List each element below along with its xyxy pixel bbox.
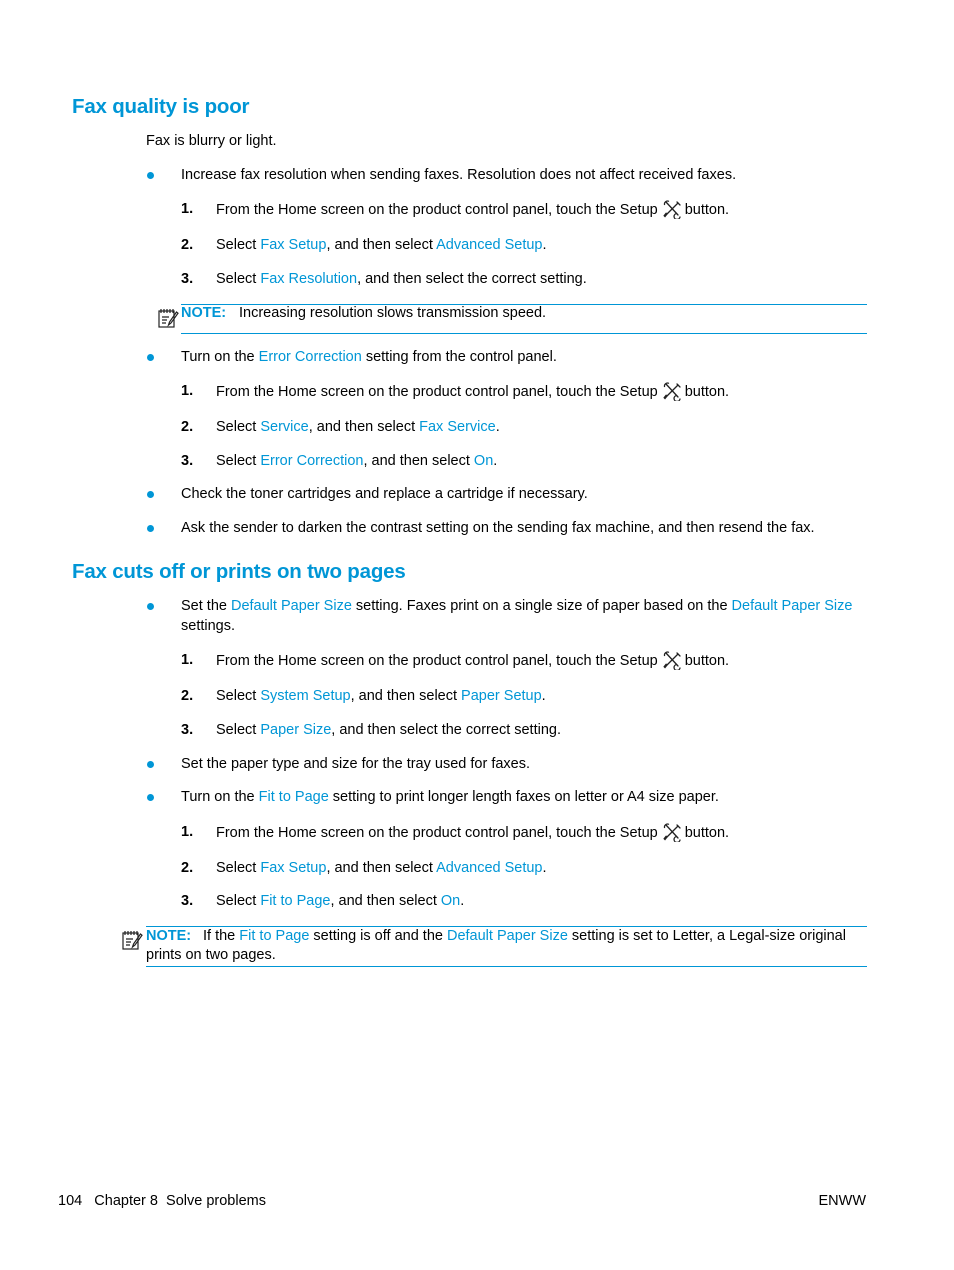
step-text <box>216 651 729 671</box>
bullet-text <box>181 597 852 616</box>
bullet-text-part: setting. Faxes print on a single size of paper based on the <box>351 598 732 614</box>
step-number: 1. <box>181 652 194 668</box>
step-text <box>216 859 547 878</box>
step-text-part: , and then select the correct setting. <box>331 722 561 738</box>
menu-fit-to-page-link[interactable]: Fit to Page <box>258 789 329 805</box>
menu-default-paper-size-link[interactable]: Default Paper Size <box>731 598 853 614</box>
step-text-part: , and then select <box>326 860 437 876</box>
menu-error-correction-link[interactable]: Error Correction <box>258 349 362 365</box>
setup-wrench-icon <box>662 200 682 219</box>
step-text-part: . <box>541 688 546 704</box>
step-text <box>216 382 729 402</box>
step-text-part: , and then select <box>330 893 441 909</box>
footer-right: ENWW <box>818 1193 866 1209</box>
menu-default-paper-size-link[interactable]: Default Paper Size <box>230 598 352 614</box>
bullet-dot <box>147 794 154 801</box>
menu-on-link[interactable]: On <box>473 453 494 469</box>
bullet-text <box>181 788 719 807</box>
step-number: 3. <box>181 271 194 287</box>
menu-error-correction-link[interactable]: Error Correction <box>260 453 364 469</box>
step-text <box>216 200 729 220</box>
step-text <box>216 452 497 471</box>
step-text-part: From the Home screen on the product control panel, touch the Setup <box>216 202 658 218</box>
menu-advanced-setup-link[interactable]: Advanced Setup <box>436 860 543 876</box>
step-text-part: button. <box>684 202 730 218</box>
note-text-part: setting is set to Letter, a Legal-size original <box>567 928 846 944</box>
menu-paper-setup-link[interactable]: Paper Setup <box>461 688 542 704</box>
bullet-dot <box>147 172 154 179</box>
bullet-dot <box>147 761 154 768</box>
chapter-label: Chapter 8 <box>94 1193 158 1209</box>
menu-fax-setup-link[interactable]: Fax Setup <box>260 237 327 253</box>
section-heading-fax-cuts-off: Fax cuts off or prints on two pages <box>72 560 406 583</box>
bullet-dot <box>147 603 154 610</box>
menu-system-setup-link[interactable]: System Setup <box>260 688 351 704</box>
step-text <box>216 892 464 911</box>
menu-fit-to-page-link[interactable]: Fit to Page <box>260 893 331 909</box>
step-text-part: From the Home screen on the product control panel, touch the Setup <box>216 653 658 669</box>
step-text-part: . <box>460 893 465 909</box>
step-text-part: , and then select <box>326 237 437 253</box>
note-text-part: If the <box>203 928 240 944</box>
note-label: NOTE: <box>146 928 192 944</box>
note-text-continued: prints on two pages. <box>146 947 276 963</box>
note-text-part: setting is off and the <box>309 928 447 944</box>
step-text-part: button. <box>684 825 730 841</box>
step-number: 1. <box>181 824 194 840</box>
setup-wrench-icon <box>662 823 682 842</box>
step-text-part: Select <box>216 722 261 738</box>
note-content <box>146 927 191 946</box>
note-icon <box>157 307 179 329</box>
bullet-text: Check the toner cartridges and replace a cartridge if necessary. <box>181 486 588 502</box>
step-text-part: Select <box>216 237 261 253</box>
menu-fax-resolution-link[interactable]: Fax Resolution <box>260 271 358 287</box>
menu-fit-to-page-link[interactable]: Fit to Page <box>239 928 310 944</box>
bullet-text-part: Set the <box>181 598 231 614</box>
step-number: 1. <box>181 201 194 217</box>
step-text-part: , and then select <box>363 453 474 469</box>
note-content <box>181 304 226 323</box>
bullet-text-part: setting to print longer length faxes on letter or A4 size paper. <box>328 789 719 805</box>
step-text-part: button. <box>684 384 730 400</box>
step-text-part: Select <box>216 893 261 909</box>
setup-wrench-icon <box>662 651 682 670</box>
step-text <box>216 687 546 706</box>
step-text <box>216 418 500 437</box>
menu-fax-service-link[interactable]: Fax Service <box>419 419 496 435</box>
step-text <box>216 270 587 289</box>
bullet-text: Set the paper type and size for the tray used for faxes. <box>181 756 531 772</box>
step-text-part: , and then select <box>350 688 462 704</box>
footer-left <box>58 1192 266 1211</box>
menu-default-paper-size-link[interactable]: Default Paper Size <box>446 928 568 944</box>
bullet-text-part: setting from the control panel. <box>361 349 557 365</box>
note-text: Increasing resolution slows transmission speed. <box>239 305 547 321</box>
setup-wrench-icon <box>662 382 682 401</box>
step-number: 3. <box>181 893 194 909</box>
bullet-text <box>181 348 557 367</box>
note-text <box>203 927 846 946</box>
step-text-part: , and then select the correct setting. <box>357 271 587 287</box>
page-number: 104 <box>58 1193 83 1209</box>
step-number: 2. <box>181 419 194 435</box>
bullet-text-part: Turn on the <box>181 349 259 365</box>
menu-advanced-setup-link[interactable]: Advanced Setup <box>436 237 543 253</box>
step-text-part: button. <box>684 653 730 669</box>
note-label: NOTE: <box>181 305 227 321</box>
step-number: 2. <box>181 688 194 704</box>
step-text <box>216 721 561 740</box>
step-text-part: . <box>495 419 500 435</box>
bullet-dot <box>147 491 154 498</box>
step-text-part: From the Home screen on the product control panel, touch the Setup <box>216 384 658 400</box>
bullet-text: Increase fax resolution when sending faxes. Resolution does not affect received faxes. <box>181 167 737 183</box>
step-number: 3. <box>181 453 194 469</box>
step-number: 3. <box>181 722 194 738</box>
step-text-part: Select <box>216 271 261 287</box>
note-icon <box>121 929 143 951</box>
menu-fax-setup-link[interactable]: Fax Setup <box>260 860 327 876</box>
menu-service-link[interactable]: Service <box>260 419 309 435</box>
step-text <box>216 823 729 843</box>
step-text-part: . <box>493 453 498 469</box>
chapter-title: Solve problems <box>166 1193 266 1209</box>
step-text-part: Select <box>216 453 261 469</box>
bullet-dot <box>147 354 154 361</box>
bullet-text: Ask the sender to darken the contrast setting on the sending fax machine, and then resend the fax. <box>181 520 815 536</box>
bullet-text-continued: settings. <box>181 618 235 634</box>
step-number: 2. <box>181 860 194 876</box>
bullet-dot <box>147 525 154 532</box>
menu-paper-size-link[interactable]: Paper Size <box>260 722 332 738</box>
bullet-text-part: Turn on the <box>181 789 259 805</box>
section-heading-fax-quality: Fax quality is poor <box>72 95 250 118</box>
step-text-part: Select <box>216 688 261 704</box>
intro-text: Fax is blurry or light. <box>146 133 277 149</box>
step-text-part: . <box>542 860 547 876</box>
step-number: 2. <box>181 237 194 253</box>
step-number: 1. <box>181 383 194 399</box>
step-text-part: Select <box>216 419 261 435</box>
step-text <box>216 236 547 255</box>
step-text-part: Select <box>216 860 261 876</box>
step-text-part: , and then select <box>308 419 420 435</box>
menu-on-link[interactable]: On <box>440 893 461 909</box>
step-text-part: From the Home screen on the product control panel, touch the Setup <box>216 825 658 841</box>
step-text-part: . <box>542 237 547 253</box>
